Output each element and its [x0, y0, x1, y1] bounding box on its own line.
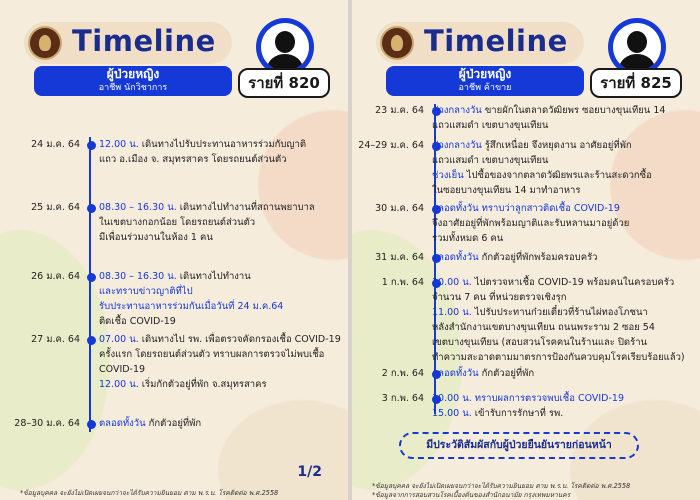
- entry-highlight: รับประทานอาหารร่วมกันเมื่อวันที่ 24 ม.ค.64: [99, 301, 284, 312]
- patient-banner: [34, 66, 232, 96]
- entry-date: 2 ก.พ. 64: [381, 368, 424, 379]
- entry-detail: ครั้งแรก โดยรถยนต์ส่วนตัว ทราบผลการตรวจไม่พบเชื้อ: [99, 349, 325, 360]
- entry-detail: รวมทั้งหมด 6 คน: [432, 233, 504, 244]
- entry-line: [432, 168, 652, 183]
- timeline-page-820: [0, 0, 348, 500]
- entry-detail: กักตัวอยู่ที่พัก: [478, 368, 535, 379]
- entry-detail: กักตัวอยู่ที่พักพร้อมครอบครัว: [478, 252, 598, 263]
- entry-detail: รู้สึกเหนื่อย จึงหยุดงาน อาศัยอยู่ที่พัก: [481, 140, 632, 151]
- entry-line: [432, 183, 652, 198]
- entry-line: [99, 416, 201, 431]
- entry-highlight: ช่วงกลางวัน: [432, 105, 482, 116]
- entry-detail: ไปรับประทานก๋วยเตี๋ยวที่ร้านไผ่ทองโภชนา: [471, 307, 648, 318]
- timeline-page-825: [352, 0, 700, 500]
- entry-highlight: ช่วงกลางวัน: [432, 140, 482, 151]
- entry-detail: ในเขตบางกอกน้อย โดยรถยนต์ส่วนตัว: [99, 217, 256, 228]
- entry-detail: ไปตรวจหาเชื้อ COVID-19 พร้อมคนในครอบครัว: [471, 277, 675, 288]
- entry-detail: จึงอาศัยอยู่ที่พักพร้อมญาติและรับหลานมาอยู่ด้วย: [432, 218, 630, 229]
- timeline-dot: [87, 204, 96, 213]
- entry-line: [432, 231, 629, 246]
- entry-line: [432, 103, 665, 118]
- footnote-source: *ข้อมูลจากการสอบสวนโรคเบื้องต้นของสำนักอนามัย กรุงเทพมหานคร: [372, 491, 571, 499]
- footnote: *ข้อมูลบุคคล จะยังไม่เปิดเผยจนกว่าจะได้รับความยินยอม ตาม พ.ร.บ. โรคติดต่อ พ.ศ.2558: [372, 482, 631, 490]
- entry-detail: แถวแสมดำ เขตบางขุนเทียน: [432, 155, 549, 166]
- entry-detail: กักตัวอยู่ที่พัก: [145, 418, 202, 429]
- entry-text: [99, 137, 306, 167]
- entry-date: 24 ม.ค. 64: [31, 139, 80, 150]
- entry-highlight: และทราบข่าวญาติที่ไป: [99, 286, 193, 297]
- entry-text: [99, 332, 341, 392]
- entry-date: 31 ม.ค. 64: [375, 252, 424, 263]
- patient-banner: [386, 66, 584, 96]
- entry-line: [432, 275, 685, 290]
- entry-line: [99, 137, 306, 152]
- entry-text: [432, 138, 652, 198]
- entry-text: [432, 275, 685, 365]
- emblem-logo-icon: [28, 26, 62, 60]
- entry-highlight: 11.00 น.: [432, 307, 472, 318]
- entry-text: [432, 250, 598, 265]
- entry-text: [99, 200, 315, 245]
- entry-line: [99, 347, 341, 362]
- entry-detail: จำนวน 7 คน ที่หน่วยตรวจเชิงรุก: [432, 292, 567, 303]
- entry-highlight: ตลอดทั้งวัน: [432, 368, 479, 379]
- entry-line: [99, 200, 315, 215]
- entry-highlight: ตลอดทั้งวัน: [432, 252, 479, 263]
- patient-gender: ผู้ป่วยหญิง: [458, 67, 512, 81]
- entry-line: [432, 216, 629, 231]
- patient-gender: ผู้ป่วยหญิง: [106, 67, 160, 81]
- entry-detail: ทำความสะอาดตามมาตรการป้องกันควบคุมโรคเรียบร้อยแล้ว): [432, 352, 685, 363]
- entry-line: [432, 305, 685, 320]
- entry-line: [99, 230, 315, 245]
- entry-detail: หลังสำนักงานเขตบางขุนเทียน ถนนพระราม 2 ซอย 54: [432, 322, 655, 333]
- timeline-dot: [87, 336, 96, 345]
- entry-line: [99, 269, 283, 284]
- contact-history-note: มีประวัติสัมผัสกับผู้ป่วยยืนยันรายก่อนหน้า: [399, 432, 639, 459]
- entry-text: [432, 201, 629, 246]
- entry-highlight: 08.30 – 16.30 น.: [99, 271, 177, 282]
- page-title: Timeline: [72, 24, 216, 58]
- entry-line: [432, 250, 598, 265]
- patient-occupation: อาชีพ นักวิชาการ: [98, 83, 168, 93]
- entry-date: 23 ม.ค. 64: [375, 105, 424, 116]
- patient-occupation: อาชีพ ค้าขาย: [458, 83, 512, 93]
- emblem-logo-icon: [380, 26, 414, 60]
- entry-line: [432, 201, 629, 216]
- entry-detail: เดินทางไปทำงาน: [176, 271, 251, 282]
- entry-detail: แถว อ.เมือง จ. สมุทรสาคร โดยรถยนต์ส่วนตัว: [99, 154, 287, 165]
- timeline-line: [89, 137, 91, 432]
- entry-detail: เดินทางไปทำงานที่สถานพยาบาล: [176, 202, 315, 213]
- entry-line: [99, 377, 341, 392]
- entry-line: [99, 362, 341, 377]
- entry-line: [432, 391, 624, 406]
- entry-date: 28–30 ม.ค. 64: [14, 418, 80, 429]
- entry-detail: ในซอยบางขุนเทียน 14 มาทำอาหาร: [432, 185, 581, 196]
- entry-detail: เดินทางไปรับประทานอาหารร่วมกับญาติ: [138, 139, 306, 150]
- entry-date: 26 ม.ค. 64: [31, 271, 80, 282]
- entry-text: [99, 269, 283, 329]
- entry-line: [432, 350, 685, 365]
- entry-detail: เดินทางไป รพ. เพื่อตรวจคัดกรองเชื้อ COVID-19: [138, 334, 341, 345]
- entry-line: [432, 335, 685, 350]
- entry-date: 30 ม.ค. 64: [375, 203, 424, 214]
- entry-detail: เข้ารับการรักษาที่ รพ.: [471, 408, 564, 419]
- footnote: *ข้อมูลบุคคล จะยังไม่เปิดเผยจนกว่าจะได้รับความยินยอม ตาม พ.ร.บ. โรคติดต่อ พ.ศ.2558: [20, 489, 279, 497]
- entry-detail: แถวแสมดำ เขตบางขุนเทียน: [432, 120, 549, 131]
- entry-text: [432, 391, 624, 421]
- case-number-badge: รายที่ 820: [238, 68, 330, 98]
- entry-date: 25 ม.ค. 64: [31, 202, 80, 213]
- entry-line: [432, 320, 685, 335]
- entry-detail: เขตบางขุนเทียน (สอบสวนโรคคนในร้านและ ปิดร้าน: [432, 337, 648, 348]
- entry-highlight: 08.30 – 16.30 น.: [99, 202, 177, 213]
- case-number-badge: รายที่ 825: [590, 68, 682, 98]
- timeline-dot: [87, 420, 96, 429]
- entry-detail: เริ่มกักตัวอยู่ที่พัก จ.สมุทรสาคร: [138, 379, 267, 390]
- page-title: Timeline: [424, 24, 568, 58]
- entry-line: [99, 332, 341, 347]
- entry-detail: มีเพื่อนร่วมงานในห้อง 1 คน: [99, 232, 213, 243]
- entry-detail: ติดเชื้อ COVID-19: [99, 316, 176, 327]
- entry-line: [432, 290, 685, 305]
- entry-date: 1 ก.พ. 64: [381, 277, 424, 288]
- entry-highlight: 10.00 น. ทราบผลการตรวจพบเชื้อ COVID-19: [432, 393, 625, 404]
- entry-highlight: 15.00 น.: [432, 408, 472, 419]
- timeline-dot: [87, 141, 96, 150]
- entry-text: [432, 103, 665, 133]
- timeline-dot: [87, 273, 96, 282]
- entry-line: [432, 153, 652, 168]
- entry-date: 24–29 ม.ค. 64: [358, 140, 424, 151]
- entry-line: [432, 406, 624, 421]
- entry-highlight: ตลอดทั้งวัน: [99, 418, 146, 429]
- entry-detail: ขายผักในตลาดวัฒิยพร ซอยบางขุนเทียน 14: [481, 105, 666, 116]
- entry-line: [99, 314, 283, 329]
- entry-line: [432, 138, 652, 153]
- entry-detail: ไปซื้อของจากตลาดวัฒิยพรและร้านสะดวกซื้อ: [463, 170, 652, 181]
- entry-highlight: ช่วงเย็น: [432, 170, 464, 181]
- entry-highlight: 10.00 น.: [432, 277, 472, 288]
- entry-date: 27 ม.ค. 64: [31, 334, 80, 345]
- entry-line: [99, 215, 315, 230]
- entry-line: [99, 284, 283, 299]
- entry-line: [432, 118, 665, 133]
- entry-highlight: ตลอดทั้งวัน ทราบว่าลูกสาวติดเชื้อ COVID-19: [432, 203, 620, 214]
- entry-date: 3 ก.พ. 64: [381, 393, 424, 404]
- entry-line: [432, 366, 534, 381]
- entry-line: [99, 299, 283, 314]
- entry-highlight: 12.00 น.: [99, 379, 139, 390]
- entry-text: [432, 366, 534, 381]
- decor-blob: [218, 400, 348, 500]
- entry-highlight: 12.00 น.: [99, 139, 139, 150]
- entry-line: [99, 152, 306, 167]
- entry-detail: COVID-19: [99, 364, 146, 375]
- page-number: 1/2: [297, 464, 322, 480]
- entry-text: [99, 416, 201, 431]
- entry-highlight: 07.00 น.: [99, 334, 139, 345]
